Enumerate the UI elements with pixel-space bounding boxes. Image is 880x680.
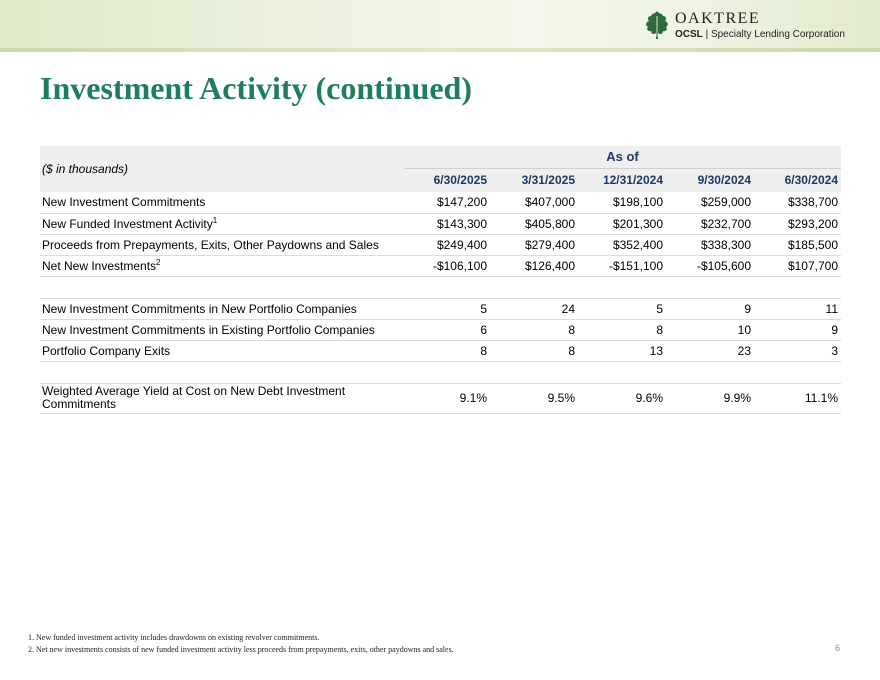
units-label: ($ in thousands) — [42, 162, 129, 176]
table-cell: 9.5% — [490, 383, 578, 413]
page-number: 6 — [834, 643, 840, 653]
column-header: 6/30/2024 — [784, 173, 838, 188]
row-label: Portfolio Company Exits — [40, 340, 404, 361]
column-header: 9/30/2024 — [697, 173, 751, 188]
table-cell: $352,400 — [578, 234, 666, 255]
header-banner-edge — [0, 48, 880, 52]
table-cell: $201,300 — [578, 213, 666, 234]
row-label: Weighted Average Yield at Cost on New Debt Investment Commitments — [40, 383, 404, 413]
table-cell: 9 — [754, 319, 841, 340]
row-label-text: New Funded Investment Activity — [42, 216, 213, 231]
table-cell: $259,000 — [666, 192, 754, 213]
footnote: 1. New funded investment activity includes drawdowns on existing revolver commitments. — [28, 633, 320, 642]
footnote-marker: 2 — [156, 257, 161, 267]
table-header-row — [40, 146, 841, 168]
table-cell: 8 — [490, 340, 578, 361]
row-label: New Investment Commitments in Existing Portfolio Companies — [40, 319, 404, 340]
table-cell: -$106,100 — [404, 255, 490, 276]
footnote-marker: 1 — [212, 215, 218, 225]
oak-leaf-icon — [643, 10, 671, 40]
table-cell: $279,400 — [490, 234, 578, 255]
table-cell: $126,400 — [490, 255, 578, 276]
table-cell: 5 — [578, 298, 666, 319]
column-header: 12/31/2024 — [602, 173, 663, 188]
table-row — [40, 192, 841, 213]
table-cell: 24 — [490, 298, 578, 319]
page-title: Investment Activity (continued) — [40, 70, 472, 106]
table-row — [40, 234, 841, 255]
row-label: New Investment Commitments — [40, 192, 404, 213]
investment-activity-table — [40, 146, 841, 414]
table-cell: -$151,100 — [578, 255, 666, 276]
separator: | — [705, 29, 709, 40]
oaktree-logo — [643, 8, 843, 44]
column-header: 6/30/2025 — [433, 173, 487, 188]
table-cell: $405,800 — [490, 213, 578, 234]
table-cell: 9.1% — [404, 383, 490, 413]
table-cell: 11.1% — [754, 383, 841, 413]
table-cell: $407,000 — [490, 192, 578, 213]
table-row — [40, 319, 841, 340]
table-cell: 9.6% — [578, 383, 666, 413]
row-label — [40, 213, 404, 234]
table-row — [40, 340, 841, 361]
table-cell: $143,300 — [404, 213, 490, 234]
table-cell: 9.9% — [666, 383, 754, 413]
table-row — [40, 298, 841, 319]
table-cell: 9 — [666, 298, 754, 319]
table-row — [40, 255, 841, 276]
table-cell: 6 — [404, 319, 490, 340]
table-cell: -$105,600 — [666, 255, 754, 276]
table-cell: $338,300 — [666, 234, 754, 255]
subtitle: Specialty Lending Corporation — [710, 29, 845, 40]
brand-name: OAKTREE — [675, 10, 761, 27]
table-cell: $147,200 — [404, 192, 490, 213]
table-cell: 8 — [404, 340, 490, 361]
footnotes — [28, 632, 454, 656]
table-cell: $293,200 — [754, 213, 841, 234]
table-cell: 10 — [666, 319, 754, 340]
table-row — [40, 213, 841, 234]
table-spacer-row — [40, 276, 841, 298]
column-header: 3/31/2025 — [521, 173, 575, 188]
table-cell: $198,100 — [578, 192, 666, 213]
footnote: 2. Net new investments consists of new funded investment activity less proceeds from prepayments, exits, other paydowns and sales. — [28, 645, 454, 654]
ticker: OCSL — [675, 29, 703, 40]
table-cell: 8 — [490, 319, 578, 340]
table-cell: $249,400 — [404, 234, 490, 255]
table-row — [40, 383, 841, 413]
table-cell: 11 — [754, 298, 841, 319]
row-label — [40, 255, 404, 276]
table-cell: $232,700 — [666, 213, 754, 234]
table-cell: $338,700 — [754, 192, 841, 213]
row-label: New Investment Commitments in New Portfolio Companies — [40, 298, 404, 319]
table-cell: $185,500 — [754, 234, 841, 255]
table-cell: 3 — [754, 340, 841, 361]
row-label-text: Net New Investments — [42, 258, 157, 273]
table-cell: 5 — [404, 298, 490, 319]
table-cell: 23 — [666, 340, 754, 361]
table-cell: $107,700 — [754, 255, 841, 276]
table-cell: 8 — [578, 319, 666, 340]
as-of-header: As of — [404, 146, 841, 168]
table-cell: 13 — [578, 340, 666, 361]
brand-subtitle — [675, 29, 845, 40]
row-label: Proceeds from Prepayments, Exits, Other Paydowns and Sales — [40, 234, 404, 255]
table-spacer-row — [40, 361, 841, 383]
